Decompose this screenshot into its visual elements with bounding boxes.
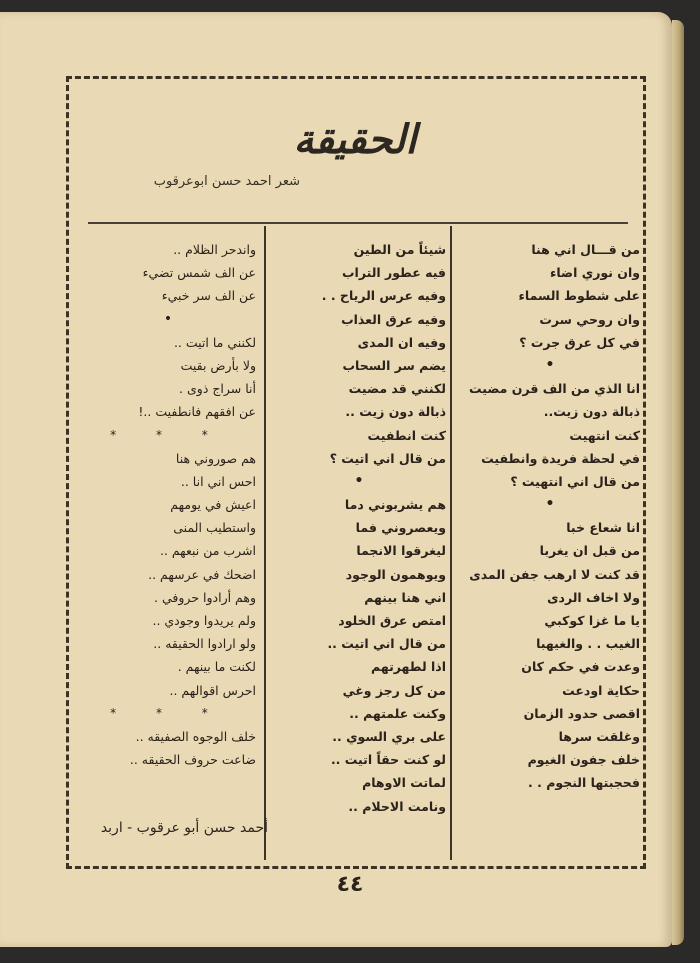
poem-line: ليغرقوا الانجما (356, 543, 446, 559)
poem-line: ولم يريدوا وجودي .. (152, 613, 256, 628)
poem-line: لو كنت حقاً اتيت .. (330, 752, 446, 768)
poem-line: وكنت علمتهم .. (349, 705, 446, 721)
poem-line: ونامت الاحلام .. (348, 798, 446, 814)
poem-line: وفيه ان المدى (357, 334, 446, 350)
poem-line: امتص عرق الخلود (338, 613, 446, 628)
poem-line: احس اني انا .. (180, 473, 256, 489)
page-edge (672, 20, 684, 945)
poem-line: لماتت الاوهام (362, 775, 446, 791)
poem-line: ولا بأرض بقيت (180, 357, 256, 373)
poem-line: عن الف شمس تضيء (142, 265, 256, 281)
poem-line: يضم سر السحاب (342, 357, 446, 373)
poem-line: واستطيب المنى (173, 520, 256, 536)
section-separator-dot: • (545, 496, 555, 513)
poem-line: انا الذي من الف قرن مضيت (469, 381, 640, 397)
poem-line: لكنني ما اتيت .. (173, 334, 256, 350)
page-number: ٤٤ (336, 872, 364, 897)
poem-line: وفيه عرق العذاب (341, 311, 446, 327)
poem-line: وعدت في حكم كان (521, 659, 640, 675)
poem-line: خلف الوجوه الصفيقه .. (135, 728, 256, 744)
poem-line: وان روحي سرت (539, 311, 640, 327)
poem-line: اني هنا بينهم (364, 589, 446, 605)
poem-line: من قـــال اني هنا (531, 242, 640, 257)
poem-line: على شطوط السماء (518, 288, 640, 304)
poem-line: اقصى حدود الزمان (523, 705, 640, 721)
poem-line: هم صوروني هنا (175, 450, 256, 466)
poem-line: على بري السوي .. (332, 728, 446, 744)
poem-column-middle (272, 238, 446, 818)
poem-line: انا شعاع خبا (566, 520, 640, 536)
poem-column-left (80, 238, 256, 771)
section-separator-dot: • (163, 310, 173, 327)
poem-line: خلف جفون الغيوم (527, 752, 640, 768)
poem-line: احرس اقوالهم .. (169, 682, 256, 698)
header-divider (88, 222, 628, 224)
poem-line: عن الف سر خبيء (161, 288, 256, 304)
poem-line: من قال اني اتيت .. (327, 636, 446, 652)
poem-line: من قبل ان يغربا (539, 543, 640, 559)
poem-line: ولا اخاف الردى (547, 589, 640, 605)
poem-line: كنت انطفيت (367, 427, 446, 443)
poem-line: وغلقت سرها (558, 728, 640, 744)
poem-line: ذبالة دون زيت.. (543, 404, 640, 420)
poem-line: اشرب من نبعهم .. (159, 543, 256, 559)
poem-byline: شعر احمد حسن ابوعرقوب (153, 174, 300, 189)
poem-line: من كل رجز وغي (342, 682, 446, 698)
poem-line: ضاعت حروف الحقيقه .. (129, 752, 256, 768)
poem-line: يا ما غزا كوكبي (544, 613, 640, 628)
poem-line: لكنني قد مضيت (348, 381, 446, 397)
poem-line: وهم أرادوا حروفي . (154, 589, 256, 605)
poem-line: هم يشربوني دما (344, 497, 446, 513)
poem-line: عن افقهم فانطفيت ..! (138, 404, 256, 420)
poem-line: الغيب . . والغيهبا (536, 636, 640, 652)
section-separator-stars: * * * (110, 705, 226, 720)
section-separator-dot: • (354, 472, 364, 489)
poem-line: فيه عطور التراب (341, 265, 446, 281)
poem-line: اعيش في يومهم (170, 497, 256, 513)
poem-line: وان نوري اضاء (549, 265, 640, 281)
column-divider-right (450, 226, 452, 860)
poem-line: في لحظة فريدة وانطفيت (481, 450, 640, 466)
poem-line: في كل عرق جرت ؟ (519, 334, 640, 350)
poem-line: أنا سراج ذوى . (179, 381, 256, 397)
poem-line: حكاية اودعت (562, 682, 640, 698)
poem-line: فحجبتها النجوم . . (528, 775, 640, 791)
poem-line: ويعصروني فما (355, 520, 446, 536)
poem-line: كنت انتهيت (569, 427, 640, 443)
poem-column-right (460, 238, 640, 795)
poem-line: اذا لطهرتهم (371, 659, 446, 675)
poem-line: قد كنت لا ارهب جفن المدى (469, 566, 640, 582)
poem-line: ذبالة دون زيت .. (345, 404, 446, 420)
poem-line: من قال اني انتهيت ؟ (510, 473, 640, 489)
poem-line: واندحر الظلام .. (173, 242, 256, 257)
section-separator-stars: * * * (110, 427, 226, 442)
poem-line: ولو ارادوا الحقيقه .. (153, 636, 256, 652)
poem-line: من قال اني اتيت ؟ (329, 450, 446, 466)
poem-title: الحقيقة (293, 116, 417, 163)
poem-line: اضحك في عرسهم .. (148, 566, 256, 582)
column-divider-left (264, 226, 266, 860)
poem-line: ويوهمون الوجود (345, 566, 446, 582)
author-signature: أحمد حسن أبو عرقوب - اربد (100, 820, 268, 836)
poem-line: وفيه عرس الرياح . . (321, 288, 446, 304)
section-separator-dot: • (545, 356, 555, 373)
poem-line: لكنت ما بينهم . (177, 659, 256, 675)
poem-line: شيئاً من الطين (353, 242, 446, 257)
